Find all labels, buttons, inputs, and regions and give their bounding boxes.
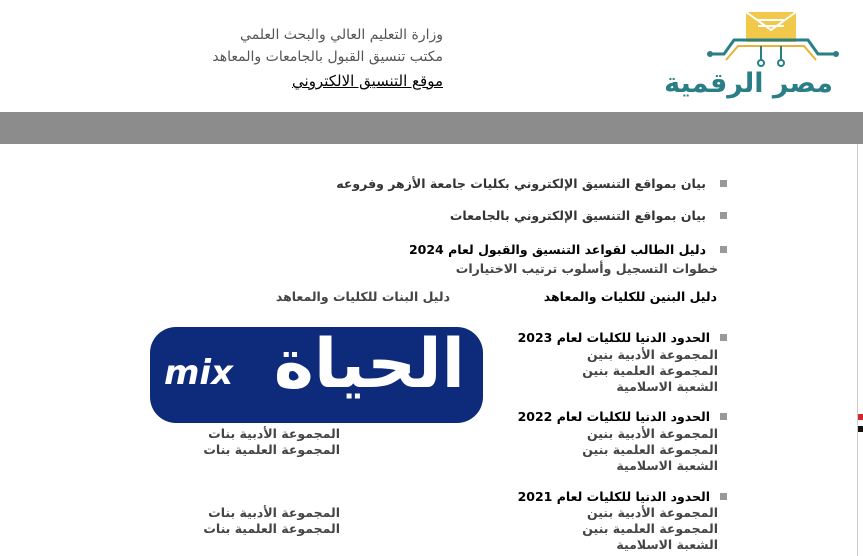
islamic-2021-link[interactable]: الشعبة الاسلامية [616,537,718,552]
min-scores-2022-title: الحدود الدنيا للكليات لعام 2022 [517,409,710,424]
girls-literary-2022-link[interactable]: المجموعة الأدبية بنات [208,426,340,441]
office-name: مكتب تنسيق القبول بالجامعات والمعاهد [212,49,443,65]
site-home-link[interactable]: موقع التنسيق الالكتروني [292,72,443,90]
student-guide-link[interactable]: دليل الطالب لقواعد التنسيق والقبول لعام 2024 [408,242,706,257]
boys-guide-link[interactable]: دليل البنين للكليات والمعاهد [543,289,717,304]
islamic-2022-link[interactable]: الشعبة الاسلامية [616,458,718,473]
boys-literary-2021-link[interactable]: المجموعة الأدبية بنين [587,505,718,520]
girls-scientific-2022-link[interactable]: المجموعة العلمية بنات [203,442,340,457]
circuit-envelope-icon [706,8,841,72]
azhar-coordination-link[interactable]: بيان بمواقع التنسيق الإلكتروني بكليات جامعة الأزهر وفروعه [336,176,706,191]
list-bullet [720,212,727,219]
girls-literary-2021-link[interactable]: المجموعة الأدبية بنات [208,505,340,520]
ministry-name: وزارة التعليم العالي والبحث العلمي [240,27,443,43]
logo-text: مصر الرقمية [664,68,833,99]
watermark-word: الحياة [273,325,465,404]
digital-egypt-logo[interactable] [664,8,841,106]
boys-literary-2023-link[interactable]: المجموعة الأدبية بنين [587,347,718,362]
min-scores-2023-title: الحدود الدنيا للكليات لعام 2023 [517,330,710,345]
boys-scientific-2021-link[interactable]: المجموعة العلمية بنين [582,521,718,536]
girls-guide-link[interactable]: دليل البنات للكليات والمعاهد [275,289,450,304]
list-bullet [720,246,727,253]
boys-scientific-2022-link[interactable]: المجموعة العلمية بنين [582,442,718,457]
page-header [0,0,863,112]
min-scores-2021-title: الحدود الدنيا للكليات لعام 2021 [517,489,710,504]
list-bullet [720,180,727,187]
list-bullet [720,493,727,500]
boys-literary-2022-link[interactable]: المجموعة الأدبية بنين [587,426,718,441]
watermark-banner [150,327,483,423]
list-bullet [720,413,727,420]
registration-steps-link[interactable]: خطوات التسجيل وأسلوب ترتيب الاختيارات [455,261,718,276]
girls-scientific-2021-link[interactable]: المجموعة العلمية بنات [203,521,340,536]
boys-scientific-2023-link[interactable]: المجموعة العلمية بنين [582,363,718,378]
universities-coordination-link[interactable]: بيان بمواقع التنسيق الإلكتروني بالجامعات [449,208,706,223]
side-edge [849,144,863,556]
list-bullet [720,334,727,341]
islamic-2023-link[interactable]: الشعبة الاسلامية [616,379,718,394]
top-nav-bar [0,112,863,144]
watermark-brand: mix [164,353,234,393]
